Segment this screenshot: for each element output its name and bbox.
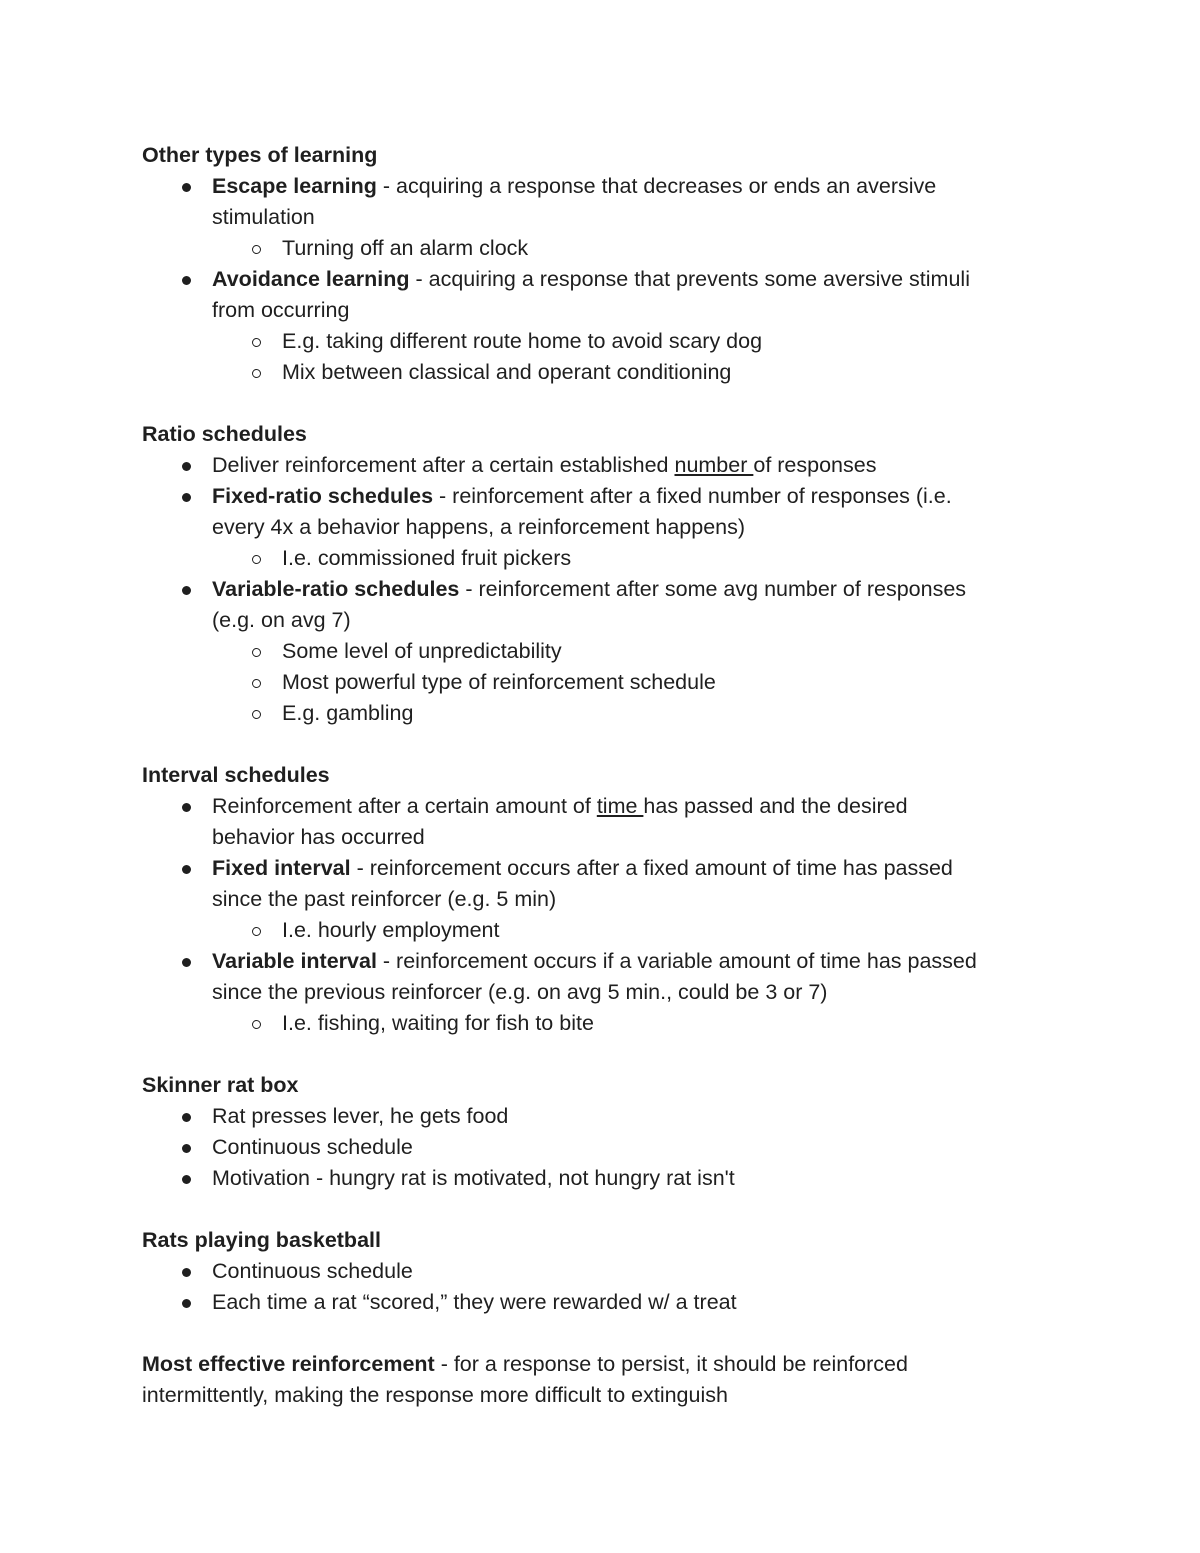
list-item-fixed-interval [142, 853, 1062, 915]
item-text: Continuous schedule [212, 1259, 413, 1283]
sub-item-text: I.e. fishing, waiting for fish to bite [282, 1011, 594, 1035]
bullet-icon [182, 183, 191, 192]
hollow-bullet-icon [252, 245, 261, 254]
spacer [142, 1194, 1062, 1225]
sub-list-item [142, 543, 1062, 574]
section-title-ratio-schedules: Ratio schedules [142, 422, 307, 446]
definition-text: since the past reinforcer (e.g. 5 min) [212, 887, 557, 911]
sub-list-item [142, 667, 1062, 698]
definition-text: - acquiring a response that prevents some aversive stimuli [409, 267, 970, 291]
definition-text: - reinforcement after a fixed number of responses (i.e. [433, 484, 952, 508]
definition-text: every 4x a behavior happens, a reinforcement happens) [212, 515, 746, 539]
bullet-icon [182, 1268, 191, 1277]
term-variable-interval: Variable interval [212, 949, 377, 973]
paragraph-most-effective [142, 1349, 1062, 1411]
section-title-skinner-rat-box: Skinner rat box [142, 1073, 299, 1097]
list-item [142, 1256, 1062, 1287]
definition-text: (e.g. on avg 7) [212, 608, 351, 632]
list-item [142, 450, 1062, 481]
bullet-icon [182, 1175, 191, 1184]
term-avoidance-learning: Avoidance learning [212, 267, 410, 291]
bullet-icon [182, 865, 191, 874]
bullet-icon [182, 803, 191, 812]
list-item-variable-interval [142, 946, 1062, 1008]
bullet-icon [182, 958, 191, 967]
item-text: of responses [753, 453, 877, 477]
bullet-icon [182, 462, 191, 471]
sub-item-text: Mix between classical and operant conditioning [282, 360, 732, 384]
underlined-text: time [596, 794, 644, 818]
sub-item-text: I.e. commissioned fruit pickers [282, 546, 572, 570]
term-variable-ratio: Variable-ratio schedules [212, 577, 460, 601]
section-title-rats-basketball: Rats playing basketball [142, 1228, 381, 1252]
definition-text: since the previous reinforcer (e.g. on avg 5 min., could be 3 or 7) [212, 980, 828, 1004]
sub-list-item [142, 326, 1062, 357]
definition-text: intermittently, making the response more difficult to extinguish [142, 1383, 728, 1407]
term-fixed-ratio: Fixed-ratio schedules [212, 484, 434, 508]
term-fixed-interval: Fixed interval [212, 856, 351, 880]
sub-list-item [142, 233, 1062, 264]
definition-text: - acquiring a response that decreases or ends an aversive [376, 174, 937, 198]
definition-text: stimulation [212, 205, 315, 229]
sub-item-text: Turning off an alarm clock [282, 236, 529, 260]
sub-list-item [142, 1008, 1062, 1039]
sub-item-text: I.e. hourly employment [282, 918, 500, 942]
list-item-avoidance-learning [142, 264, 1062, 326]
term-escape-learning: Escape learning [212, 174, 377, 198]
definition-text: - reinforcement after some avg number of responses [459, 577, 967, 601]
item-text: has passed and the desired [643, 794, 908, 818]
item-text: behavior has occurred [212, 825, 425, 849]
sub-item-text: Most powerful type of reinforcement schedule [282, 670, 716, 694]
item-text: Reinforcement after a certain amount of [212, 794, 597, 818]
sub-list-item [142, 357, 1062, 388]
hollow-bullet-icon [252, 555, 261, 564]
bullet-icon [182, 276, 191, 285]
list-item [142, 791, 1062, 853]
list-item [142, 1101, 1062, 1132]
list-item-variable-ratio [142, 574, 1062, 636]
underlined-text: number [674, 453, 754, 477]
definition-text: - for a response to persist, it should be reinforced [434, 1352, 908, 1376]
section-title-interval-schedules: Interval schedules [142, 763, 330, 787]
bullet-icon [182, 1144, 191, 1153]
sub-list-item [142, 915, 1062, 946]
list-item-escape-learning [142, 171, 1062, 233]
bullet-icon [182, 586, 191, 595]
item-text: Each time a rat “scored,” they were rewarded w/ a treat [212, 1290, 737, 1314]
hollow-bullet-icon [252, 679, 261, 688]
hollow-bullet-icon [252, 338, 261, 347]
list-item-fixed-ratio [142, 481, 1062, 543]
document-page [142, 140, 1062, 1411]
section-title-other-types: Other types of learning [142, 143, 378, 167]
term-most-effective-reinforcement: Most effective reinforcement [142, 1352, 435, 1376]
item-text: Motivation - hungry rat is motivated, not hungry rat isn't [212, 1166, 735, 1190]
bullet-icon [182, 1113, 191, 1122]
spacer [142, 1039, 1062, 1070]
list-item [142, 1163, 1062, 1194]
sub-item-text: E.g. gambling [282, 701, 414, 725]
bullet-icon [182, 493, 191, 502]
definition-text: - reinforcement occurs if a variable amount of time has passed [376, 949, 977, 973]
hollow-bullet-icon [252, 710, 261, 719]
hollow-bullet-icon [252, 648, 261, 657]
sub-item-text: E.g. taking different route home to avoid scary dog [282, 329, 763, 353]
spacer [142, 1318, 1062, 1349]
bullet-icon [182, 1299, 191, 1308]
hollow-bullet-icon [252, 1020, 261, 1029]
spacer [142, 729, 1062, 760]
item-text: Continuous schedule [212, 1135, 413, 1159]
definition-text: - reinforcement occurs after a fixed amount of time has passed [350, 856, 953, 880]
sub-list-item [142, 636, 1062, 667]
sub-item-text: Some level of unpredictability [282, 639, 562, 663]
item-text: Rat presses lever, he gets food [212, 1104, 509, 1128]
definition-text: from occurring [212, 298, 350, 322]
hollow-bullet-icon [252, 369, 261, 378]
list-item [142, 1287, 1062, 1318]
hollow-bullet-icon [252, 927, 261, 936]
spacer [142, 388, 1062, 419]
list-item [142, 1132, 1062, 1163]
item-text: Deliver reinforcement after a certain established [212, 453, 675, 477]
sub-list-item [142, 698, 1062, 729]
